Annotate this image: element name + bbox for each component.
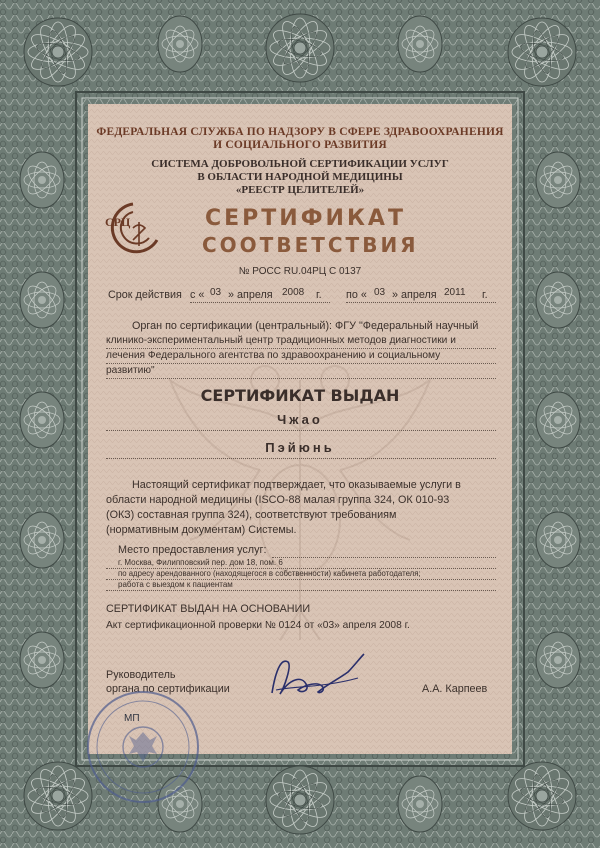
validity-from-month: » апреля [228, 289, 273, 301]
basis-text: Акт сертификационной проверки № 0124 от «03» апреля 2008 г. [106, 620, 410, 631]
validity-from-prefix: с « [190, 289, 205, 301]
confirm-line-3: (ОКЗ) составная группа 324), соответствуют требованиям [106, 509, 397, 521]
certificate-number: № РОСС RU.04РЦ С 0137 [238, 266, 362, 277]
issued-title: СЕРТИФИКАТ ВЫДАН [200, 386, 400, 405]
place-line-3: работа с выездом к пациентам [118, 580, 233, 589]
validity-label: Срок действия [108, 289, 182, 301]
head-title-line-2: органа по сертификации [106, 683, 230, 695]
seal-label: МП [124, 713, 140, 724]
body-org-line-2: клинико-экспериментальный центр традиционных методов диагностики и [106, 335, 456, 346]
basis-title: СЕРТИФИКАТ ВЫДАН НА ОСНОВАНИИ [106, 603, 311, 615]
recipient-surname: Чжао [277, 412, 323, 427]
validity-from-suffix: г. [316, 289, 322, 301]
place-label: Место предоставления услуг: [118, 544, 267, 556]
validity-to-month: » апреля [392, 289, 437, 301]
body-org-line-3: лечения Федерального агентства по здравоохранению и социальному [106, 350, 441, 361]
logo-text: СРЦ [105, 215, 131, 229]
signer-name: А.А. Карпеев [422, 683, 488, 695]
confirm-line-1: Настоящий сертификат подтверждает, что оказываемые услуги в [132, 479, 461, 491]
body-org-line-4: развитию" [106, 365, 155, 376]
confirm-line-2: области народной медицины (ISCO-88 малая группа 324, ОК 010-93 [106, 494, 450, 506]
org-line-1: ФЕДЕРАЛЬНАЯ СЛУЖБА ПО НАДЗОРУ В СФЕРЕ ЗДРАВООХРАНЕНИЯ [96, 126, 504, 138]
certificate-title: СЕРТИФИКАТ [205, 206, 406, 231]
confirm-line-4: (нормативным документам) Системы. [106, 524, 297, 536]
certificate-subtitle: СООТВЕТСТВИЯ [202, 233, 419, 257]
place-line-1: г. Москва, Филипповский пер. дом 18, пом. 6 [118, 558, 283, 567]
validity-to-prefix: по « [346, 289, 367, 301]
validity-to-year: 2011 [444, 287, 466, 298]
validity-to-day: 03 [374, 287, 386, 298]
body-org-line-1: Орган по сертификации (центральный): ФГУ "Федеральный научный [132, 320, 479, 332]
place-line-2: по адресу арендованного (находящегося в собственности) кабинета работодателя; [118, 569, 421, 578]
official-seal-icon [84, 688, 202, 806]
head-title-line-1: Руководитель [106, 669, 176, 681]
org-line-2: И СОЦИАЛЬНОГО РАЗВИТИЯ [213, 139, 387, 151]
validity-to-suffix: г. [482, 289, 488, 301]
validity-from-year: 2008 [282, 287, 305, 298]
signature [262, 648, 372, 708]
system-line-3: «РЕЕСТР ЦЕЛИТЕЛЕЙ» [235, 184, 365, 196]
system-line-2: В ОБЛАСТИ НАРОДНОЙ МЕДИЦИНЫ [197, 171, 403, 183]
validity-from-day: 03 [210, 287, 222, 298]
recipient-name: Пэйюнь [265, 440, 335, 455]
system-line-1: СИСТЕМА ДОБРОВОЛЬНОЙ СЕРТИФИКАЦИИ УСЛУГ [151, 158, 449, 170]
